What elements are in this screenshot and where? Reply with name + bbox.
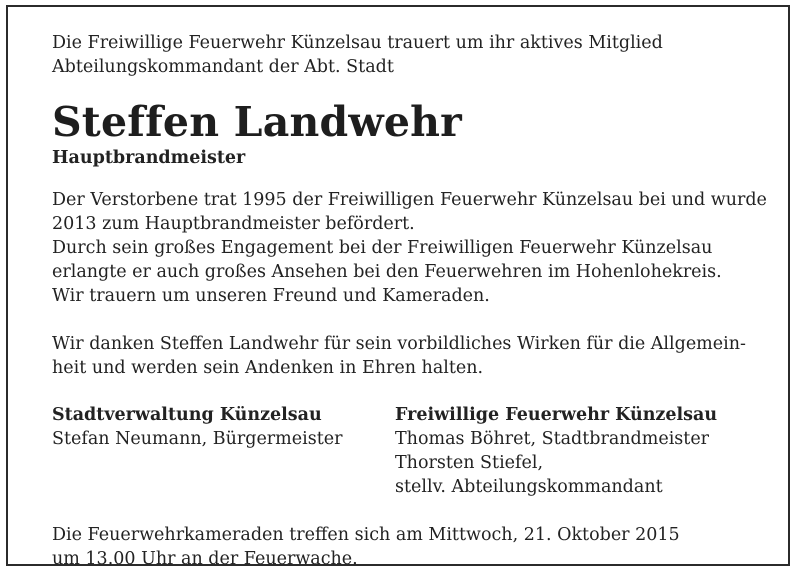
paragraph-line: erlangte er auch großes Ansehen bei den Feuerwehren im Hohenlohekreis. [52, 262, 722, 282]
paragraph-line: Durch sein großes Engagement bei der Freiwilligen Feuerwehr Künzelsau [52, 238, 713, 258]
signature-line: Thorsten Stiefel, [395, 453, 544, 473]
paragraph-line: 2013 zum Hauptbrandmeister befördert. [52, 214, 415, 234]
signature-line: Stefan Neumann, Bürgermeister [52, 429, 343, 449]
paragraph-tribute [52, 188, 772, 308]
closing-note [52, 523, 772, 571]
closing-line: um 13.00 Uhr an der Feuerwache. [52, 549, 358, 569]
signature-line: Thomas Böhret, Stadtbrandmeister [395, 429, 710, 449]
obituary-content [52, 31, 772, 571]
paragraph-thanks [52, 332, 772, 380]
closing-line: Die Feuerwehrkameraden treffen sich am Mittwoch, 21. Oktober 2015 [52, 525, 680, 545]
deceased-rank: Hauptbrandmeister [52, 148, 246, 168]
signature-line: stellv. Abteilungskommandant [395, 477, 663, 497]
paragraph-line: Der Verstorbene trat 1995 der Freiwilligen Feuerwehr Künzelsau bei und wurde [52, 190, 767, 210]
signatures [52, 403, 772, 499]
paragraph-line: Wir trauern um unseren Freund und Kameraden. [52, 286, 490, 306]
signature-org: Stadtverwaltung Künzelsau [52, 405, 322, 425]
signature-right [395, 403, 717, 499]
signature-left [52, 403, 395, 499]
intro-line: Abteilungskommandant der Abt. Stadt [52, 57, 394, 77]
deceased-name: Steffen Landwehr [52, 98, 462, 146]
paragraph-line: heit und werden sein Andenken in Ehren halten. [52, 358, 484, 378]
paragraph-line: Wir danken Steffen Landwehr für sein vorbildliches Wirken für die Allgemein- [52, 334, 746, 354]
intro-line: Die Freiwillige Feuerwehr Künzelsau trauert um ihr aktives Mitglied [52, 33, 663, 53]
signature-org: Freiwillige Feuerwehr Künzelsau [395, 405, 718, 425]
intro-text [52, 31, 772, 79]
